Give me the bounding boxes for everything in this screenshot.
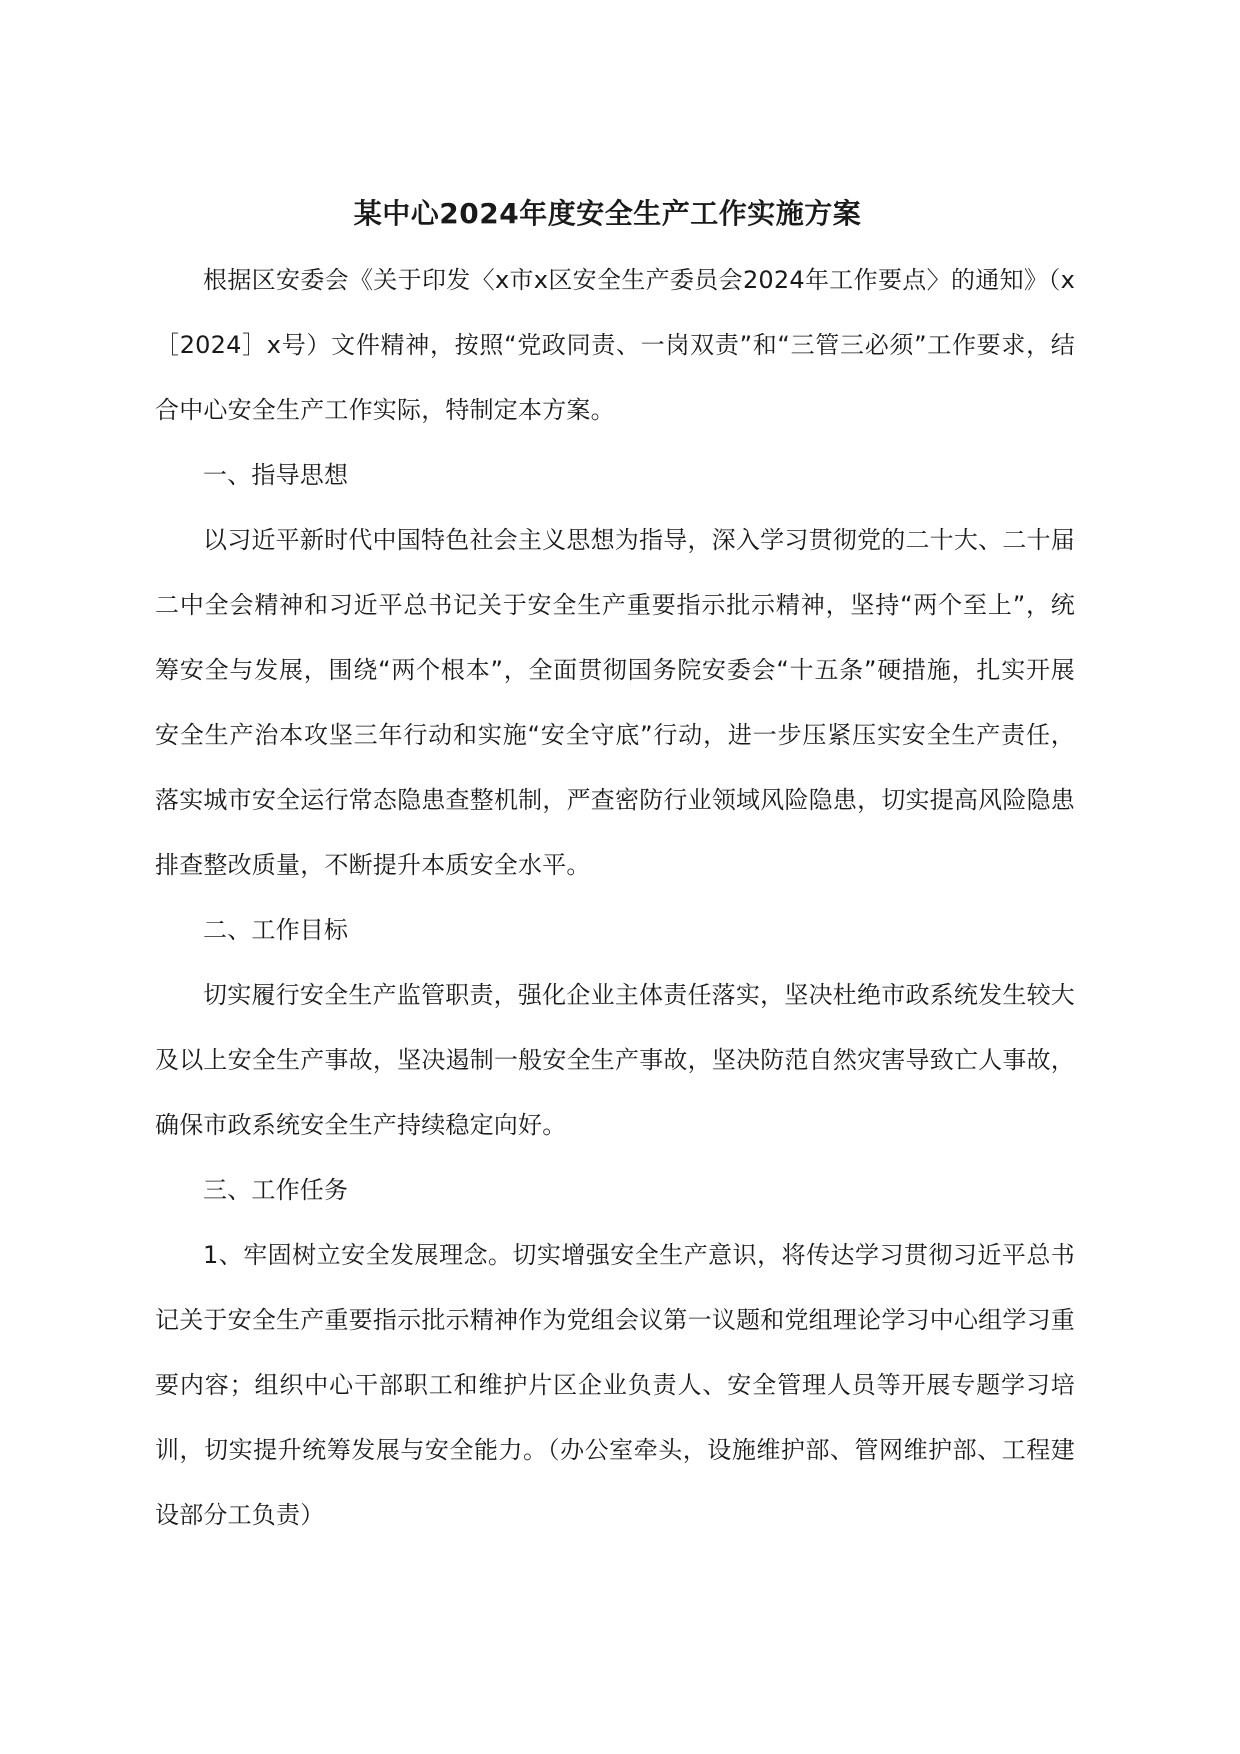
heading-guiding-ideology: 一、指导思想: [203, 461, 349, 489]
paragraph-work-goals: 切实履行安全生产监管职责，强化企业主体责任落实，坚决杜绝市政系统发生较大及以上安全生产事故，坚决遏制一般安全生产事故，坚决防范自然灾害导致亡人事故，确保市政系统安全生产持续稳定向好。: [155, 981, 1075, 1139]
heading-work-tasks: 三、工作任务: [203, 1176, 349, 1204]
paragraph-intro: 根据区安委会《关于印发〈x市x区安全生产委员会2024年工作要点〉的通知》（x［2024］x号）文件精神，按照“党政同责、一岗双责”和“三管三必须”工作要求，结合中心安全生产工作实际，特制定本方案。: [155, 266, 1075, 424]
heading-work-goals: 二、工作目标: [203, 916, 349, 944]
paragraph-guiding-ideology: 以习近平新时代中国特色社会主义思想为指导，深入学习贯彻党的二十大、二十届二中全会精神和习近平总书记关于安全生产重要指示批示精神，坚持“两个至上”，统筹安全与发展，围绕“两个根本”，全面贯彻国务院安委会“十五条”硬措施，扎实开展安全生产治本攻坚三年行动和实施“安全守底”行动，进一步压紧压实安全生产责任，落实城市安全运行常态隐患查整机制，严查密防行业领域风险隐患，切实提高风险隐患排查整改质量，不断提升本质安全水平。: [155, 526, 1075, 879]
document-title: 某中心2024年度安全生产工作实施方案: [353, 197, 862, 230]
document-body: [155, 248, 1075, 1548]
paragraph-task-1: 1、牢固树立安全发展理念。切实增强安全生产意识，将传达学习贯彻习近平总书记关于安全生产重要指示批示精神作为党组会议第一议题和党组理论学习中心组学习重要内容；组织中心干部职工和维护片区企业负责人、安全管理人员等开展专题学习培训，切实提升统筹发展与安全能力。（办公室牵头，设施维护部、管网维护部、工程建设部分工负责）: [155, 1241, 1075, 1529]
